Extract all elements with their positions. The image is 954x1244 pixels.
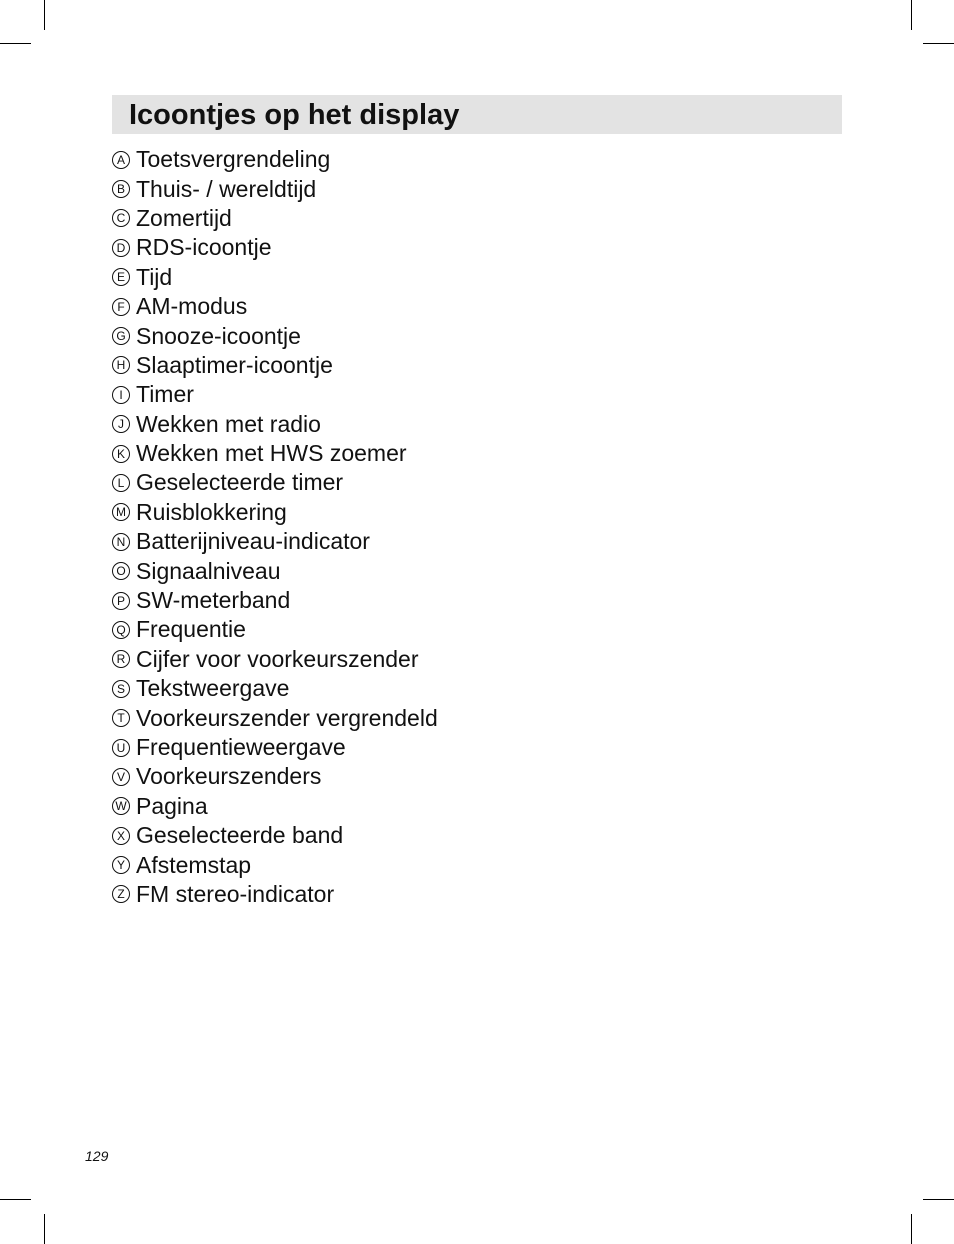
circled-letter-icon: X [112, 827, 130, 845]
circled-letter-icon: I [112, 386, 130, 404]
crop-mark-bottom-left-horizontal [0, 1199, 31, 1200]
legend-item-label: Tekstweergave [136, 675, 290, 702]
legend-item-label: Frequentieweergave [136, 734, 346, 760]
legend-item-label: SW-meterband [136, 587, 291, 614]
legend-item [112, 880, 438, 909]
legend-item-label: Geselecteerde band [136, 822, 344, 849]
circled-letter-icon: A [112, 151, 130, 169]
section-title-bar [112, 95, 842, 134]
legend-item-label: Wekken met HWS zoemer [136, 440, 407, 467]
legend-item-label: Signaalniveau [136, 557, 281, 584]
circled-letter-icon: N [112, 533, 130, 551]
legend-item [112, 615, 438, 644]
crop-mark-bottom-left-vertical [44, 1214, 45, 1244]
circled-letter-icon: K [112, 445, 130, 463]
circled-letter-icon: Y [112, 856, 130, 874]
legend-item [112, 762, 438, 791]
crop-mark-top-right-horizontal [923, 43, 954, 44]
legend-item-label: Snooze-icoontje [136, 322, 301, 349]
legend-item-label: Toetsvergrendeling [136, 146, 331, 173]
legend-item [112, 821, 438, 850]
crop-mark-bottom-right-horizontal [923, 1199, 954, 1200]
legend-item-label: AM-modus [136, 293, 248, 320]
legend-item-label: Cijfer voor voorkeurszender [136, 645, 419, 672]
legend-item-label: Ruisblokkering [136, 498, 287, 525]
legend-item-label: Frequentie [136, 616, 246, 643]
circled-letter-icon: Z [112, 885, 130, 903]
legend-item [112, 527, 438, 556]
legend-item-label: Tijd [136, 263, 173, 290]
circled-letter-icon: C [112, 209, 130, 227]
legend-item-label: Zomertijd [136, 204, 232, 231]
circled-letter-icon: M [112, 503, 130, 521]
circled-letter-icon: U [112, 739, 130, 757]
circled-letter-icon: H [112, 356, 130, 374]
circled-letter-icon: B [112, 180, 130, 198]
circled-letter-icon: L [112, 474, 130, 492]
legend-item [112, 645, 438, 674]
legend-item [112, 703, 438, 732]
crop-mark-top-left-horizontal [0, 43, 31, 44]
legend-item-label: Voorkeurszenders [136, 763, 322, 790]
circled-letter-icon: Q [112, 621, 130, 639]
legend-item [112, 439, 438, 468]
legend-item [112, 850, 438, 879]
legend-item-label: Batterijniveau-indicator [136, 528, 370, 555]
circled-letter-icon: R [112, 650, 130, 668]
icon-legend-list [112, 145, 438, 909]
legend-item-label: Geselecteerde timer [136, 469, 344, 496]
circled-letter-icon: O [112, 562, 130, 580]
crop-mark-top-left-vertical [44, 0, 45, 30]
legend-item [112, 586, 438, 615]
circled-letter-icon: S [112, 680, 130, 698]
crop-mark-top-right-vertical [911, 0, 912, 30]
legend-item [112, 204, 438, 233]
legend-item [112, 556, 438, 585]
legend-item [112, 263, 438, 292]
legend-item [112, 380, 438, 409]
legend-item-label: RDS-icoontje [136, 234, 272, 261]
circled-letter-icon: E [112, 268, 130, 286]
circled-letter-icon: G [112, 327, 130, 345]
circled-letter-icon: T [112, 709, 130, 727]
legend-item-label: Pagina [136, 792, 208, 819]
legend-item [112, 733, 438, 762]
legend-item [112, 145, 438, 174]
page-title: Icoontjes op het display [129, 99, 460, 131]
legend-item-label: Timer [136, 381, 194, 408]
legend-item-label: FM stereo-indicator [136, 880, 335, 907]
legend-item-label: Slaaptimer-icoontje [136, 351, 333, 378]
legend-item-label: Wekken met radio [136, 410, 321, 437]
circled-letter-icon: P [112, 592, 130, 610]
circled-letter-icon: F [112, 298, 130, 316]
legend-item [112, 292, 438, 321]
legend-item [112, 321, 438, 350]
legend-item [112, 468, 438, 497]
legend-item [112, 410, 438, 439]
legend-item [112, 498, 438, 527]
circled-letter-icon: W [112, 797, 130, 815]
circled-letter-icon: D [112, 239, 130, 257]
legend-item-label: Afstemstap [136, 851, 252, 878]
page-number: 129 [85, 1148, 109, 1164]
legend-item [112, 674, 438, 703]
legend-item-label: Voorkeurszender vergrendeld [136, 704, 438, 731]
circled-letter-icon: J [112, 415, 130, 433]
legend-item-label: Thuis- / wereldtijd [136, 175, 317, 202]
crop-mark-bottom-right-vertical [911, 1214, 912, 1244]
legend-item [112, 233, 438, 262]
legend-item [112, 351, 438, 380]
legend-item [112, 792, 438, 821]
circled-letter-icon: V [112, 768, 130, 786]
legend-item [112, 174, 438, 203]
